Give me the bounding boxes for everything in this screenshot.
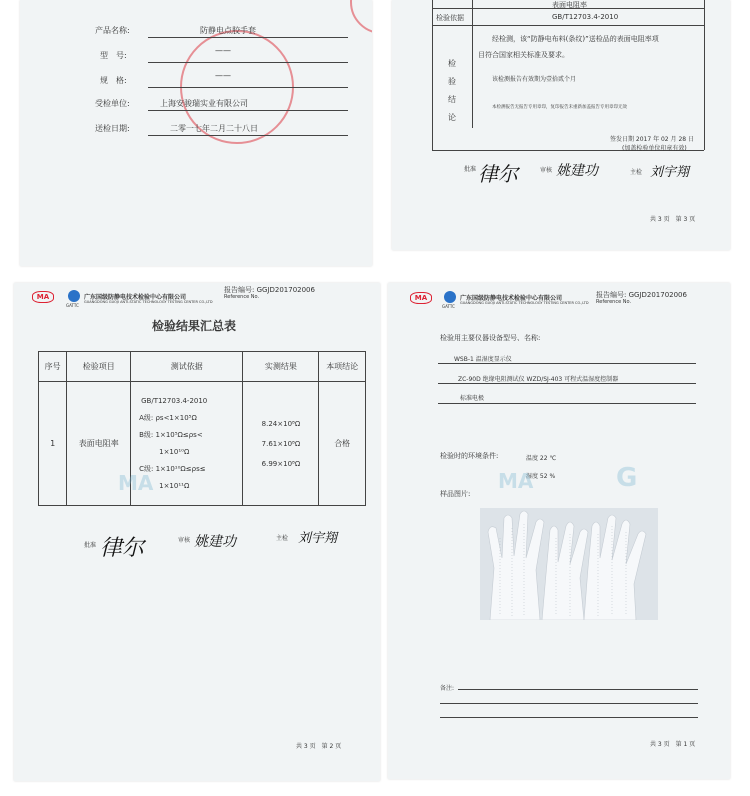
approve-label: 批准 <box>464 166 477 173</box>
org-subtitle: GUANGDONG GUOJI ANTI-STATIC TECHNOLOGY TESTING CENTER CO.,LTD <box>84 300 213 304</box>
report-number: 报告编号: GGJD201702006 <box>596 291 687 299</box>
remark-line <box>458 689 698 690</box>
reference-number: Reference No. <box>596 299 632 305</box>
header-cell: 表面电阻率 <box>552 1 587 9</box>
conclusion-label-char: 验 <box>448 77 456 86</box>
report-page-cover <box>20 0 372 266</box>
equipment-title: 检验用主要仪器设备型号、名称: <box>440 334 541 342</box>
gattc-logo-icon <box>68 290 80 302</box>
table-border <box>704 0 705 150</box>
page-title: 检验结果汇总表 <box>152 319 237 333</box>
signature-main: 刘宇翔 <box>298 531 338 546</box>
col-header: 测试依据 <box>131 352 243 382</box>
col-header: 序号 <box>39 352 67 382</box>
photo-label: 样品图片: <box>440 490 471 498</box>
field-underline <box>148 62 348 63</box>
conclusion-text: 经检测，该“防静电布料(条纹)”送检品的表面电阻率项 <box>492 35 659 43</box>
signature-approve: 律尔 <box>478 162 518 186</box>
org-subtitle: GUANGDONG GUOJI ANTI-STATIC TECHNOLOGY TESTING CENTER CO.,LTD <box>460 301 589 305</box>
row-number: 1 <box>39 382 67 506</box>
row-verdict: 合格 <box>319 382 366 506</box>
field-underline <box>438 403 696 404</box>
conclusion-label-char: 检 <box>448 59 456 68</box>
basis-line: C级: 1×10¹⁰Ω≤ρs≤ <box>139 464 206 473</box>
field-label-model: 型 号: <box>100 51 127 60</box>
field-underline <box>148 37 348 38</box>
remark-label: 备注: <box>440 685 455 692</box>
page-number: 共 3 页 第 1 页 <box>650 741 696 748</box>
basis-line: GB/T12703.4-2010 <box>141 396 208 405</box>
field-underline <box>438 383 696 384</box>
result-value: 8.24×10⁸Ω <box>261 419 301 428</box>
equipment-item: ZC-90D 绝缘电阻测试仪 WZD/SJ-403 可程式温湿度控制器 <box>458 376 619 383</box>
page-number: 共 3 页 第 3 页 <box>650 216 696 223</box>
field-underline <box>148 135 348 136</box>
issue-stamp-note: (加盖检验单位印章有效) <box>622 145 687 152</box>
field-underline <box>148 110 348 111</box>
field-label-date: 送检日期: <box>95 124 130 133</box>
cma-logo: MA <box>410 292 432 304</box>
basis-line: A级: ρs<1×10⁵Ω <box>139 413 197 422</box>
field-underline <box>148 87 348 88</box>
report-page-conclusion <box>392 0 730 250</box>
signature-main: 刘宇翔 <box>650 165 690 180</box>
org-name: 广东国级防静电技术检验中心有限公司 <box>84 294 187 301</box>
conclusion-text: 目符合国家相关标准及要求。 <box>478 51 569 59</box>
main-label: 主检 <box>630 169 643 176</box>
sample-photo-gloves <box>480 508 658 620</box>
org-short: GATTC <box>66 303 79 308</box>
remark-line <box>440 703 698 704</box>
basis-line: B级: 1×10⁵Ω≤ρs< <box>139 430 203 439</box>
table-border <box>432 0 433 150</box>
gattc-logo-icon <box>444 291 456 303</box>
issue-date: 签发日期 2017 年 02 月 28 日 <box>610 136 694 143</box>
seal-stamp-partial <box>350 0 372 34</box>
field-underline <box>438 363 696 364</box>
signature-review: 姚建功 <box>556 163 598 179</box>
col-header: 检验项目 <box>67 352 131 382</box>
basis-line: 1×10¹⁰Ω <box>159 447 190 456</box>
org-name: 广东国级防静电技术检验中心有限公司 <box>460 295 563 302</box>
watermark-gattc: G <box>616 463 638 493</box>
reference-number: Reference No. <box>224 294 260 300</box>
conclusion-label-char: 论 <box>448 113 456 122</box>
field-label-product: 产品名称: <box>95 26 130 35</box>
approve-label: 批准 <box>84 542 97 549</box>
basis-line: 1×10¹¹Ω <box>159 481 190 490</box>
watermark-logo: MA <box>498 469 534 493</box>
signature-review: 姚建功 <box>194 534 236 550</box>
basis-label: 检验依据 <box>436 14 464 22</box>
result-value: 7.61×10⁸Ω <box>261 439 301 448</box>
env-label: 检验时的环境条件: <box>440 452 499 460</box>
field-label-spec: 规 格: <box>100 76 127 85</box>
field-value-product: 防静电点胶手套 <box>200 26 256 35</box>
signature-approve: 律尔 <box>100 536 145 561</box>
field-value-client: 上海安骏瑞实业有限公司 <box>160 99 248 108</box>
org-short: GATTC <box>442 304 455 309</box>
equipment-item: WSB-1 温湿度显示仪 <box>454 356 512 363</box>
watermark-logo: MA <box>118 471 154 495</box>
table-border <box>432 25 704 26</box>
row-results <box>243 382 319 506</box>
review-label: 审核 <box>540 167 553 174</box>
report-number: 报告编号: GGJD201702006 <box>224 286 315 294</box>
main-label: 主检 <box>276 535 289 542</box>
temperature: 温度 22 ℃ <box>526 455 557 462</box>
glove-image <box>480 508 658 620</box>
page-number: 共 3 页 第 2 页 <box>296 743 342 750</box>
conclusion-label-char: 结 <box>448 95 456 104</box>
report-page-summary <box>14 283 380 781</box>
validity-note: 该检测报告有效期为壹拾贰个月 <box>492 76 577 83</box>
cma-logo: MA <box>32 291 54 303</box>
summary-table <box>38 351 366 506</box>
stamp-note: 本检测报告无报告专用章印，复印报告未重新加盖报告专用章印无效 <box>492 105 627 110</box>
col-header: 本项结论 <box>319 352 366 382</box>
field-value-spec: —— <box>215 71 231 80</box>
row-item: 表面电阻率 <box>67 382 131 506</box>
remark-line <box>440 717 698 718</box>
equipment-item: 标准电极 <box>460 395 485 402</box>
review-label: 审核 <box>178 537 191 544</box>
table-border <box>472 0 473 128</box>
report-page-equipment <box>388 283 730 779</box>
col-header: 实测结果 <box>243 352 319 382</box>
field-value-date: 二零一七年二月二十八日 <box>170 124 258 133</box>
humidity: 湿度 52 % <box>526 473 556 480</box>
field-value-model: —— <box>215 46 231 55</box>
field-label-client: 受检单位: <box>95 99 130 108</box>
basis-value: GB/T12703.4-2010 <box>552 13 619 21</box>
result-value: 6.99×10⁸Ω <box>261 459 301 468</box>
